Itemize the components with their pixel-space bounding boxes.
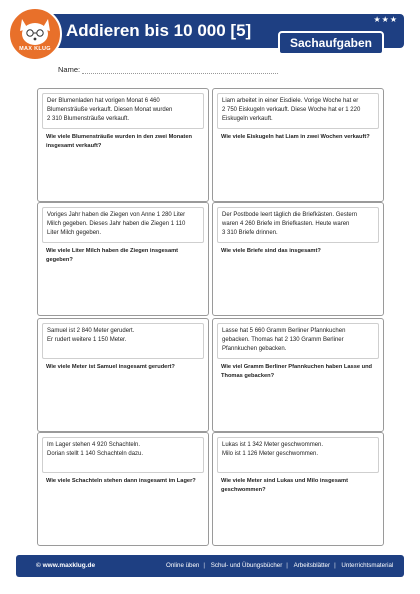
- task-text: Voriges Jahr haben die Ziegen von Anne 1 280 Liter Milch gegeben. Dieses Jahr haben die Ziegen 1 110 Liter Milch gegeben.: [42, 207, 204, 243]
- footer-separator: |: [334, 562, 336, 569]
- name-field[interactable]: [58, 65, 278, 74]
- task-question: Wie viele Liter Milch haben die Ziegen insgesamt gegeben?: [46, 248, 179, 263]
- name-line[interactable]: [82, 73, 278, 74]
- task-text: Im Lager stehen 4 920 Schachteln. Dorian stellt 1 140 Schachteln dazu.: [42, 437, 204, 473]
- task-text: Lasse hat 5 660 Gramm Berliner Pfannkuchen gebacken. Thomas hat 2 130 Gramm Berliner Pfannkuchen gebacken.: [217, 323, 379, 359]
- footer-link-materials[interactable]: Unterrichtsmaterial: [341, 562, 394, 569]
- task-question: Wie viele Briefe sind das insgesamt?: [221, 248, 321, 254]
- task-card-4: [212, 202, 384, 316]
- footer-separator: |: [203, 562, 205, 569]
- task-card-2: [212, 88, 384, 202]
- footer-separator: |: [286, 562, 288, 569]
- task-card-8: [212, 432, 384, 546]
- footer-brand-link[interactable]: © www.maxklug.de: [36, 562, 96, 569]
- task-text: Liam arbeitet in einer Eisdiele. Vorige Woche hat er 2 750 Eiskugeln verkauft. Diese Woche hat er 1 220 Eiskugeln verkauft.: [217, 93, 379, 129]
- task-text: Lukas ist 1 342 Meter geschwommen. Milo ist 1 126 Meter geschwommen.: [217, 437, 379, 473]
- task-card-3: [37, 202, 209, 316]
- task-question: Wie viele Eiskugeln hat Liam in zwei Wochen verkauft?: [221, 134, 370, 140]
- task-card-7: [37, 432, 209, 546]
- task-question: Wie viel Gramm Berliner Pfannkuchen haben Lasse und Thomas gebacken?: [221, 364, 373, 379]
- footer-bar: [16, 555, 404, 577]
- difficulty-stars: ★★★: [373, 15, 398, 24]
- task-question: Wie viele Meter ist Samuel insgesamt gerudert?: [46, 364, 175, 370]
- footer-link-online[interactable]: Online üben: [166, 562, 200, 569]
- task-text: Samuel ist 2 840 Meter gerudert. Er rudert weitere 1 150 Meter.: [42, 323, 204, 359]
- task-text: Der Postbode leert täglich die Briefkästen. Gestern waren 4 260 Briefe im Briefkasten. Heute waren 3 310 Briefe drinnen.: [217, 207, 379, 243]
- task-text: Der Blumenladen hat vorigen Monat 6 460 Blumensträuße verkauft. Diesen Monat wurden 2 310 Blumensträuße verkauft.: [42, 93, 204, 129]
- task-card-5: [37, 318, 209, 432]
- name-label: Name:: [58, 65, 81, 74]
- footer-links: [164, 555, 395, 577]
- logo-text: MAX KLUG: [19, 46, 51, 52]
- task-question: Wie viele Schachteln stehen dann insgesamt im Lager?: [46, 478, 196, 484]
- task-question: Wie viele Meter sind Lukas und Milo insgesamt geschwommen?: [221, 478, 348, 493]
- task-question: Wie viele Blumensträuße wurden in den zwei Monaten insgesamt verkauft?: [46, 134, 192, 149]
- max-klug-logo[interactable]: [8, 7, 62, 61]
- category-badge: Sachaufgaben: [278, 31, 384, 55]
- task-card-1: [37, 88, 209, 202]
- task-card-6: [212, 318, 384, 432]
- footer-link-books[interactable]: Schul- und Übungsbücher: [210, 562, 283, 569]
- footer-link-worksheets[interactable]: Arbeitsblätter: [293, 562, 331, 569]
- page-title: Addieren bis 10 000 [5]: [66, 21, 252, 40]
